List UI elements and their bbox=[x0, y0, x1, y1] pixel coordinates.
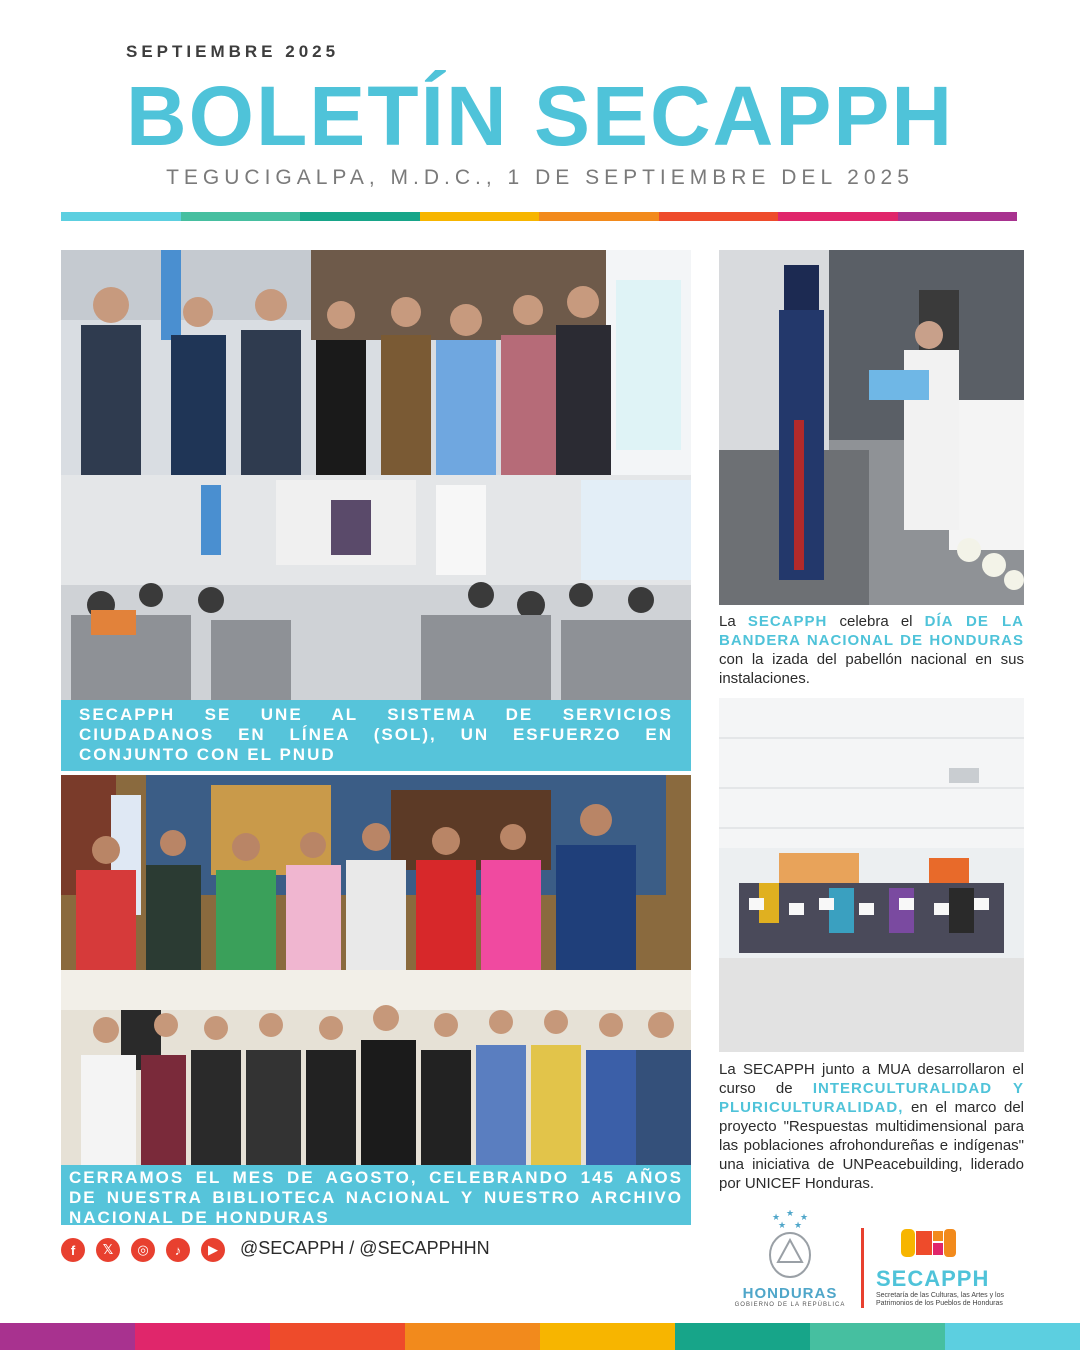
header-rainbow-divider bbox=[61, 212, 1017, 221]
honduras-government-logo bbox=[730, 1210, 850, 1308]
course-suffix: en el marco del proyecto "Respuestas multidimensional para las poblaciones afrohondureñas e indígenas" una iniciativa de UNPeacebuilding, liderado por UNICEF Honduras. bbox=[719, 1099, 1024, 1192]
secapph-logo-text: SECAPPH bbox=[876, 1266, 990, 1291]
story-intercultural-course bbox=[719, 1060, 1024, 1193]
honduras-logo-text: HONDURAS bbox=[742, 1285, 838, 1302]
footer-rainbow-segment bbox=[135, 1323, 270, 1350]
bulletin-title: BOLETÍN SECAPPH bbox=[125, 69, 955, 163]
flag-day-suffix: con la izada del pabellón nacional en sus instalaciones. bbox=[719, 651, 1024, 687]
flag-day-prefix: La bbox=[719, 613, 736, 630]
secapph-symbol-icon bbox=[876, 1225, 966, 1261]
flag-day-mid: celebra el bbox=[839, 613, 913, 630]
photo-group-library bbox=[61, 970, 691, 1165]
secapph-logo-subtitle: Secretaría de las Culturas, las Artes y los Patrimonios de los Pueblos de Honduras bbox=[876, 1292, 1004, 1307]
header-rainbow-segment bbox=[539, 212, 659, 221]
footer-rainbow-segment bbox=[540, 1323, 675, 1350]
tiktok-icon[interactable]: ♪ bbox=[166, 1238, 190, 1262]
photo-course-group bbox=[719, 698, 1024, 1052]
secapph-logo bbox=[876, 1225, 1016, 1308]
flag-day-org: SECAPPH bbox=[747, 613, 828, 630]
caption-biblioteca-anniversary: CERRAMOS EL MES DE AGOSTO, CELEBRANDO 145 AÑOS DE NUESTRA BIBLIOTECA NACIONAL Y NUESTRO ARCHIVO NACIONAL DE HONDURAS bbox=[61, 1165, 691, 1225]
header-rainbow-segment bbox=[61, 212, 181, 221]
x-icon[interactable]: 𝕏 bbox=[96, 1238, 120, 1262]
social-icons bbox=[61, 1238, 225, 1262]
honduras-emblem-icon bbox=[760, 1210, 820, 1280]
svg-text:★: ★ bbox=[794, 1221, 803, 1231]
footer-rainbow-segment bbox=[945, 1323, 1080, 1350]
svg-text:★: ★ bbox=[778, 1221, 787, 1231]
footer-rainbow-segment bbox=[810, 1323, 945, 1350]
story-flag-day bbox=[719, 612, 1024, 688]
photo-group-sol-launch bbox=[61, 250, 691, 475]
svg-text:★: ★ bbox=[786, 1210, 795, 1219]
footer-rainbow-bar bbox=[0, 1323, 1080, 1350]
photo-audience-presentation bbox=[61, 475, 691, 700]
header-rainbow-segment bbox=[181, 212, 301, 221]
header-rainbow-segment bbox=[659, 212, 779, 221]
bulletin-dateline: TEGUCIGALPA, M.D.C., 1 DE SEPTIEMBRE DEL 2025 bbox=[166, 166, 914, 189]
bulletin-month: SEPTIEMBRE 2025 bbox=[126, 42, 340, 61]
flag-day-highlight: DÍA DE LA BANDERA NACIONAL DE HONDURAS bbox=[719, 613, 1025, 649]
photo-flag-ceremony bbox=[719, 250, 1024, 605]
youtube-icon[interactable]: ▶ bbox=[201, 1238, 225, 1262]
facebook-icon[interactable]: f bbox=[61, 1238, 85, 1262]
header-rainbow-segment bbox=[300, 212, 420, 221]
svg-text:★: ★ bbox=[800, 1213, 809, 1223]
caption-sol-partnership: SECAPPH SE UNE AL SISTEMA DE SERVICIOS CIUDADANOS EN LÍNEA (SOL), UN ESFUERZO EN CONJUNTO CON EL PNUD bbox=[61, 700, 691, 771]
svg-text:★: ★ bbox=[772, 1213, 781, 1223]
course-highlight: INTERCULTURALIDAD Y PLURICULTURALIDAD, bbox=[719, 1080, 1024, 1116]
header-rainbow-segment bbox=[898, 212, 1018, 221]
header-rainbow-segment bbox=[420, 212, 540, 221]
honduras-logo-subtitle: GOBIERNO DE LA REPÚBLICA bbox=[734, 1302, 846, 1308]
footer-rainbow-segment bbox=[405, 1323, 540, 1350]
footer-rainbow-segment bbox=[270, 1323, 405, 1350]
header-rainbow-segment bbox=[778, 212, 898, 221]
social-handles: @SECAPPH / @SECAPPHHN bbox=[240, 1238, 490, 1258]
logo-divider bbox=[861, 1228, 864, 1308]
footer-rainbow-segment bbox=[675, 1323, 810, 1350]
photo-group-mural bbox=[61, 775, 691, 970]
course-prefix: La SECAPPH junto a MUA desarrollaron el curso de bbox=[719, 1061, 1024, 1097]
instagram-icon[interactable]: ◎ bbox=[131, 1238, 155, 1262]
footer-rainbow-segment bbox=[0, 1323, 135, 1350]
